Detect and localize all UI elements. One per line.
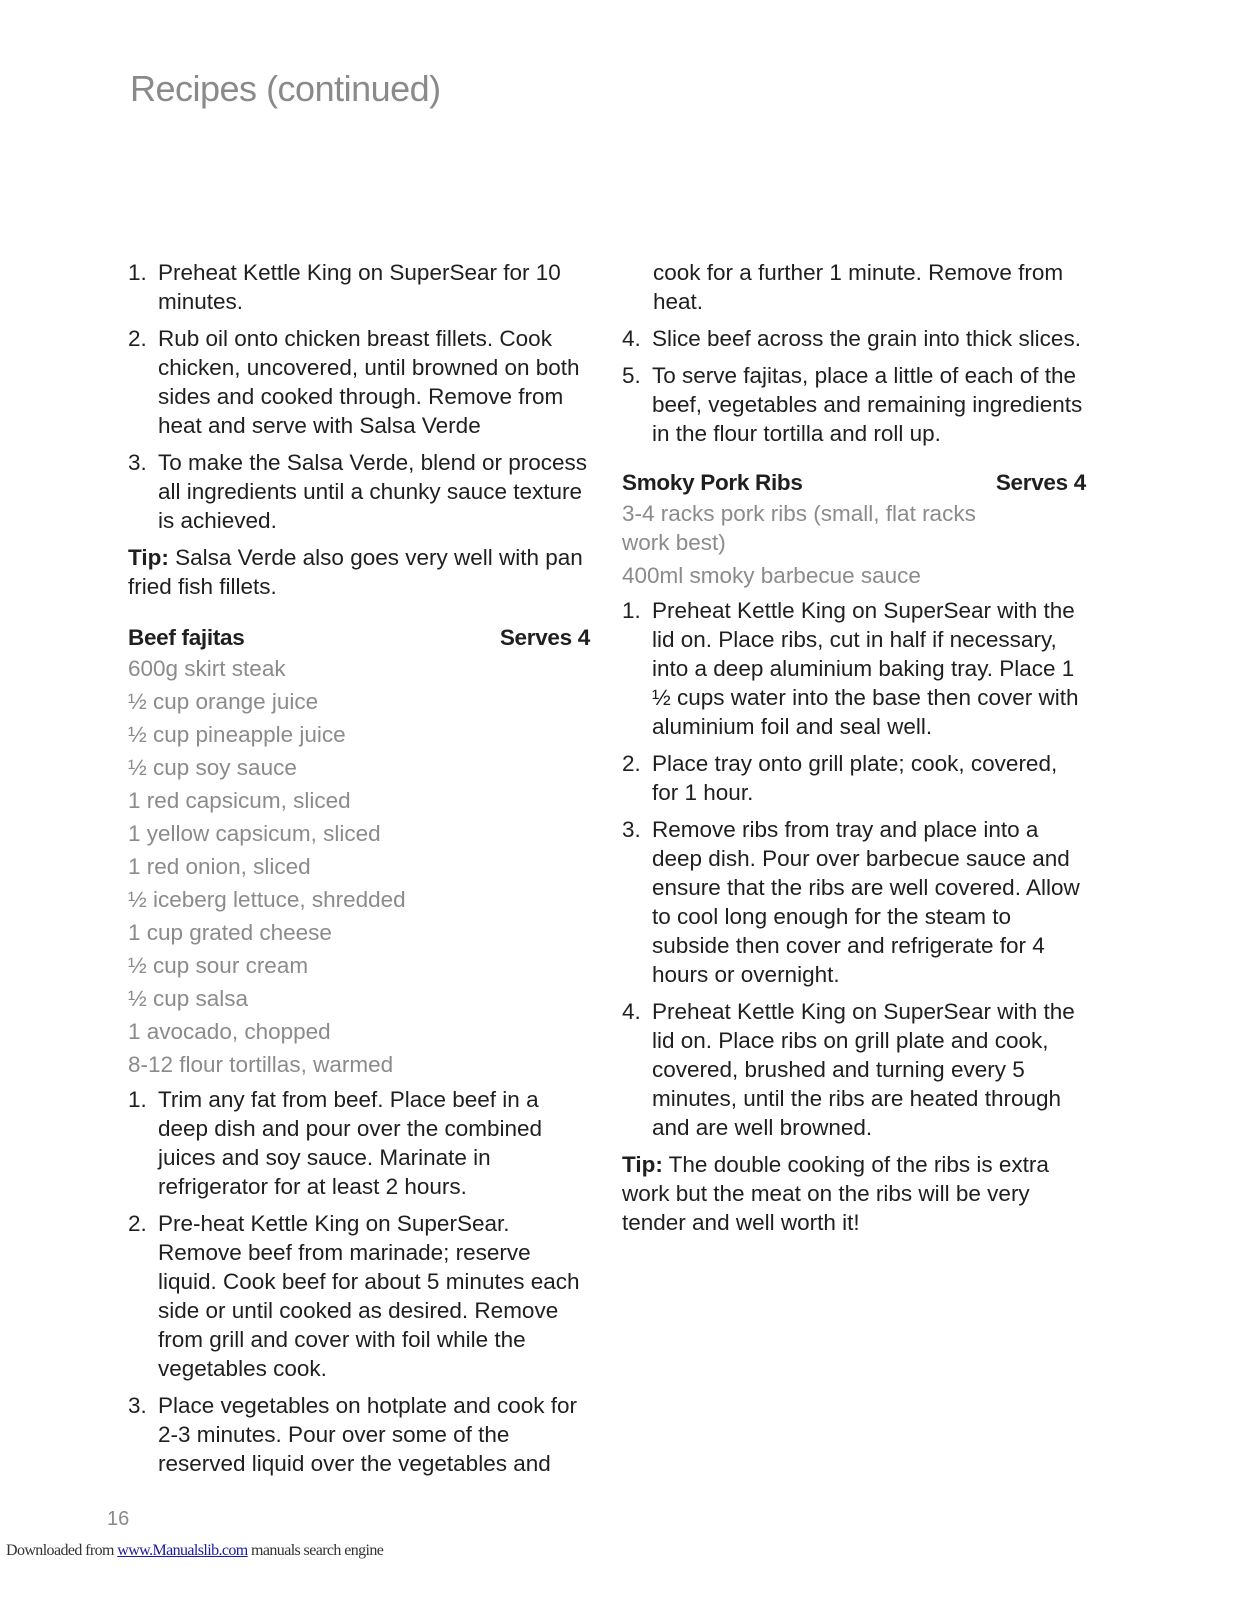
step-item <box>128 1391 590 1478</box>
step-text: To serve fajitas, place a little of each of the beef, vegetables and remaining ingredients in the flour tortilla and roll up. <box>652 363 1083 446</box>
page-title: Recipes (continued) <box>130 68 441 109</box>
step-number: 4. <box>622 999 641 1024</box>
ribs-steps-list <box>622 596 1086 1142</box>
step-text: Place vegetables on hotplate and cook for 2-3 minutes. Pour over some of the reserved liquid over the vegetables and <box>158 1393 578 1476</box>
tip-label: Tip: <box>128 545 169 570</box>
step-text: Preheat Kettle King on SuperSear with the lid on. Place ribs, cut in half if necessary, into a deep aluminium baking tray. Place 1 ½ cups water into the base then cover with aluminium foil and seal well. <box>652 598 1079 739</box>
step-number: 3. <box>622 817 641 842</box>
step-number: 1. <box>622 598 641 623</box>
step-number: 2. <box>622 751 641 776</box>
step-item <box>622 361 1086 448</box>
ingredient-item: 1 red capsicum, sliced <box>128 788 351 813</box>
step-text: Rub oil onto chicken breast fillets. Cook chicken, uncovered, until browned on both sides and cooked through. Remove from heat and serve with Salsa Verde <box>158 326 580 438</box>
footer-suffix: manuals search engine <box>247 1542 384 1559</box>
step-text: Trim any fat from beef. Place beef in a deep dish and pour over the combined juices and soy sauce. Marinate in refrigerator for at least 2 hours. <box>158 1087 543 1199</box>
step-text: Preheat Kettle King on SuperSear for 10 minutes. <box>158 260 561 314</box>
step-item <box>128 258 590 316</box>
recipe-serves: Serves 4 <box>499 625 590 650</box>
step-text: Place tray onto grill plate; cook, covered, for 1 hour. <box>652 751 1058 805</box>
recipe-title: Smoky Pork Ribs <box>622 470 803 495</box>
step-item <box>622 749 1086 807</box>
ingredient-item: ½ cup salsa <box>128 986 249 1011</box>
step-item <box>622 997 1086 1142</box>
step-number: 1. <box>128 1087 147 1112</box>
step-text: Remove ribs from tray and place into a deep dish. Pour over barbecue sauce and ensure that the ribs are well covered. Allow to cool long enough for the steam to subside then cover and refrigerate for 4 hours or overnight. <box>652 817 1080 987</box>
step-number: 2. <box>128 326 147 351</box>
tip-text: Salsa Verde also goes very well with pan fried fish fillets. <box>128 545 583 599</box>
step-item <box>622 596 1086 741</box>
step-item <box>128 1209 590 1383</box>
ribs-tip <box>622 1150 1086 1237</box>
step-text: Slice beef across the grain into thick slices. <box>652 326 1081 351</box>
ingredient-item: 1 avocado, chopped <box>128 1019 331 1044</box>
ingredient-item: 1 yellow capsicum, sliced <box>128 821 381 846</box>
step-item <box>622 324 1086 353</box>
step-number: 3. <box>128 450 147 475</box>
ingredient-item: 600g skirt steak <box>128 656 286 681</box>
step-item <box>622 815 1086 989</box>
ingredient-item: 1 cup grated cheese <box>128 920 332 945</box>
footer-prefix: Downloaded from <box>6 1542 118 1559</box>
step-number: 3. <box>128 1393 147 1418</box>
step-item <box>128 448 590 535</box>
step-text: Preheat Kettle King on SuperSear with the lid on. Place ribs on grill plate and cook, covered, brushed and turning every 5 minutes, until the ribs are heated through and are well browned. <box>652 999 1075 1140</box>
right-column <box>622 258 1086 1259</box>
ingredient-item: ½ iceberg lettuce, shredded <box>128 887 406 912</box>
tip-text: The double cooking of the ribs is extra work but the meat on the ribs will be very tender and well worth it! <box>622 1152 1049 1235</box>
step-text: To make the Salsa Verde, blend or process all ingredients until a chunky sauce texture is achieved. <box>158 450 587 533</box>
ingredients-list <box>622 499 1086 590</box>
ingredient-item: ½ cup orange juice <box>128 689 319 714</box>
left-column <box>128 258 590 1486</box>
page-number: 16 <box>107 1508 130 1530</box>
tip-label: Tip: <box>622 1152 663 1177</box>
step-item <box>128 1085 590 1201</box>
download-footer <box>6 1542 383 1560</box>
step-number: 4. <box>622 326 641 351</box>
recipe-title: Beef fajitas <box>128 625 245 650</box>
salsa-verde-tip <box>128 543 590 601</box>
ingredient-item: 400ml smoky barbecue sauce <box>622 563 921 588</box>
ingredient-item: 3-4 racks pork ribs (small, flat racks work best) <box>622 501 976 555</box>
fajitas-steps-continued-list <box>622 324 1086 448</box>
step-number: 5. <box>622 363 641 388</box>
recipe-header-beef-fajitas <box>128 623 590 652</box>
ingredient-item: ½ cup pineapple juice <box>128 722 346 747</box>
ingredient-item: ½ cup sour cream <box>128 953 309 978</box>
ingredient-item: 1 red onion, sliced <box>128 854 311 879</box>
step-item <box>128 324 590 440</box>
ingredients-list <box>128 654 590 1079</box>
fajitas-steps-list <box>128 1085 590 1478</box>
ingredient-item: ½ cup soy sauce <box>128 755 297 780</box>
chicken-steps-list <box>128 258 590 535</box>
recipe-header-smoky-pork-ribs <box>622 468 1086 497</box>
step-number: 2. <box>128 1211 147 1236</box>
recipe-serves: Serves 4 <box>995 470 1086 495</box>
step-text: Pre-heat Kettle King on SuperSear. Remove beef from marinade; reserve liquid. Cook beef for about 5 minutes each side or until cooked as desired. Remove from grill and cover with foil while the vegetables cook. <box>158 1211 580 1381</box>
ingredient-item: 8-12 flour tortillas, warmed <box>128 1052 394 1077</box>
step-number: 1. <box>128 260 147 285</box>
manualslib-link[interactable]: www.Manualslib.com <box>117 1542 248 1559</box>
continued-step-text: cook for a further 1 minute. Remove from heat. <box>653 260 1064 314</box>
